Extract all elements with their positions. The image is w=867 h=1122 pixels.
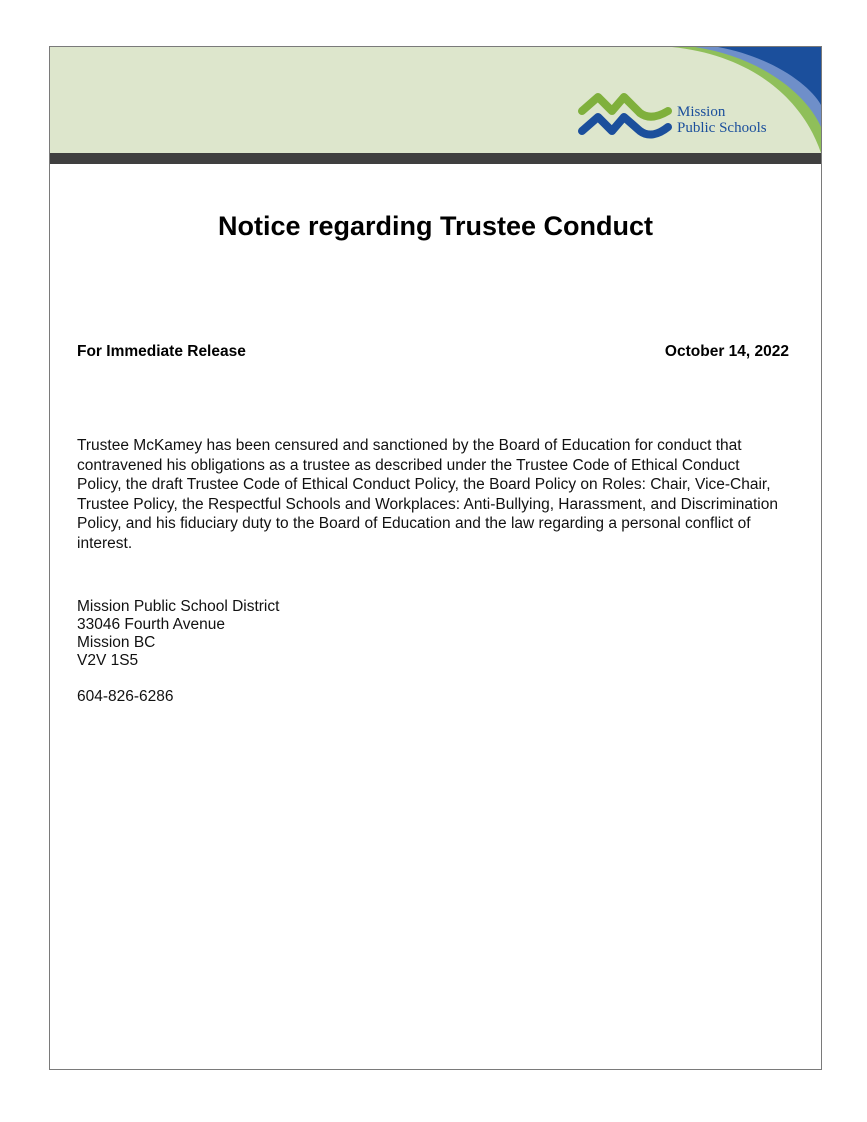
contact-address-block	[77, 598, 477, 706]
logo-text-line-1: Mission	[677, 104, 726, 120]
document-page	[49, 46, 822, 1070]
logo-text-line-2: Public Schools	[677, 119, 767, 136]
release-date: October 14, 2022	[664, 343, 789, 360]
release-label: For Immediate Release	[77, 343, 246, 360]
release-info-row	[77, 343, 789, 363]
organization-name: Mission Public School District	[77, 598, 280, 615]
phone-number: 604-826-6286	[77, 688, 174, 705]
header-divider-bar	[50, 153, 821, 164]
notice-body-paragraph: Trustee McKamey has been censured and sanctioned by the Board of Education for conduct that contravened his obligations as a trustee as described under the Trustee Code of Ethical Conduct Policy, the draft Trustee Code of Ethical Conduct Policy, the Board Policy on Roles: Chair, Vice-Chair, Trustee Policy, the Respectful Schools and Workplaces: Anti-Bullying, Harassment, and Discrimination Policy, and his fiduciary duty to the Board of Education and the law regarding a personal conflict of interest.	[77, 437, 778, 552]
postal-code: V2V 1S5	[77, 652, 139, 669]
mission-public-schools-logo	[578, 91, 788, 141]
street-address: 33046 Fourth Avenue	[77, 616, 225, 633]
letterhead-banner	[50, 47, 821, 153]
city-province: Mission BC	[77, 634, 156, 651]
mountain-wave-logo-icon	[578, 91, 674, 139]
logo-wordmark	[677, 105, 767, 136]
page-title: Notice regarding Trustee Conduct	[217, 211, 654, 241]
